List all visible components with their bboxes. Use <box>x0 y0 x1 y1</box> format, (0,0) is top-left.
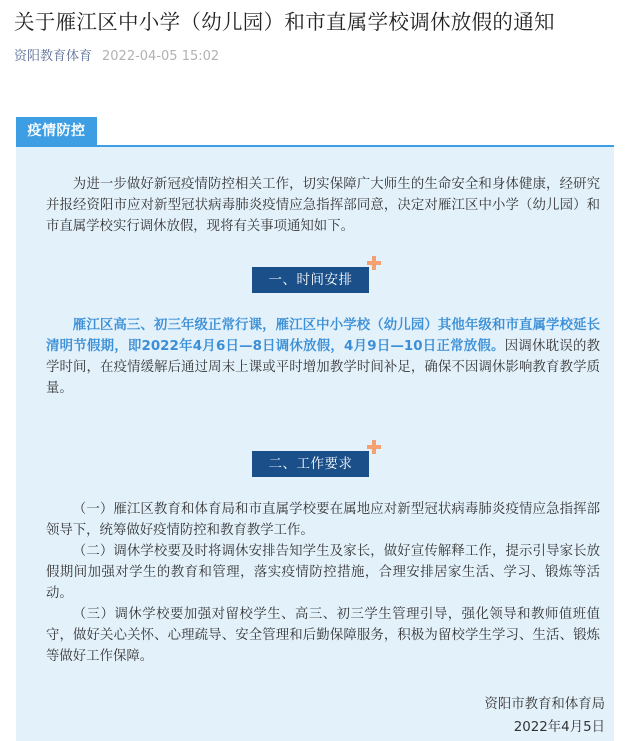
schedule-paragraph <box>46 315 600 399</box>
schedule-highlight: 雁江区高三、初三年级正常行课，雁江区中小学校（幼儿园）其他年级和市直属学校延长清明节假期，即2022年4月6日—8日调休放假，4月9日—10日正常放假。 <box>46 318 600 354</box>
author-link[interactable]: 资阳教育体育 <box>14 49 93 64</box>
section-label: 疫情防控 <box>16 117 97 145</box>
requirement-item: （三）调休学校要加强对留校学生、高三、初三学生管理引导，强化领导和教师值班值守，做好关心关怀、心理疏导、安全管理和后勤保障服务，积极为留校学生学习、生活、锻炼等做好工作保障。 <box>46 607 600 664</box>
section-heading-requirements: 二、工作要求 <box>252 451 369 477</box>
plus-decoration-icon <box>367 440 381 454</box>
signature-date: 2022年4月5日 <box>513 720 605 735</box>
intro-paragraph: 为进一步做好新冠疫情防控相关工作，切实保障广大师生的生命安全和身体健康，经研究并报经资阳市应对新型冠状病毒肺炎疫情应急指挥部同意，决定对雁江区中小学（幼儿园）和市直属学校实行调休放假，现将有关事项通知如下。 <box>46 177 600 234</box>
publish-date: 2022-04-05 15:02 <box>102 49 220 64</box>
schedule-text: 因调休耽误的教学时间，在疫情缓解后通过周末上课或平时增加教学时间补足，确保不因调休影响教育教学质量。 <box>46 339 600 396</box>
article-title: 关于雁江区中小学（幼儿园）和市直属学校调休放假的通知 <box>14 10 555 34</box>
article-meta <box>14 48 219 66</box>
section-heading-schedule: 一、时间安排 <box>252 267 369 293</box>
requirement-item: （二）调休学校要及时将调休安排告知学生及家长，做好宣传解释工作，提示引导家长放假期间加强对学生的教育和管理，落实疫情防控措施，合理安排居家生活、学习、锻炼等活动。 <box>46 544 600 601</box>
signature-org: 资阳市教育和体育局 <box>484 697 605 712</box>
plus-decoration-icon <box>367 256 381 270</box>
requirement-item: （一）雁江区教育和体育局和市直属学校要在属地应对新型冠状病毒肺炎疫情应急指挥部领导下，统筹做好疫情防控和教育教学工作。 <box>46 502 600 538</box>
